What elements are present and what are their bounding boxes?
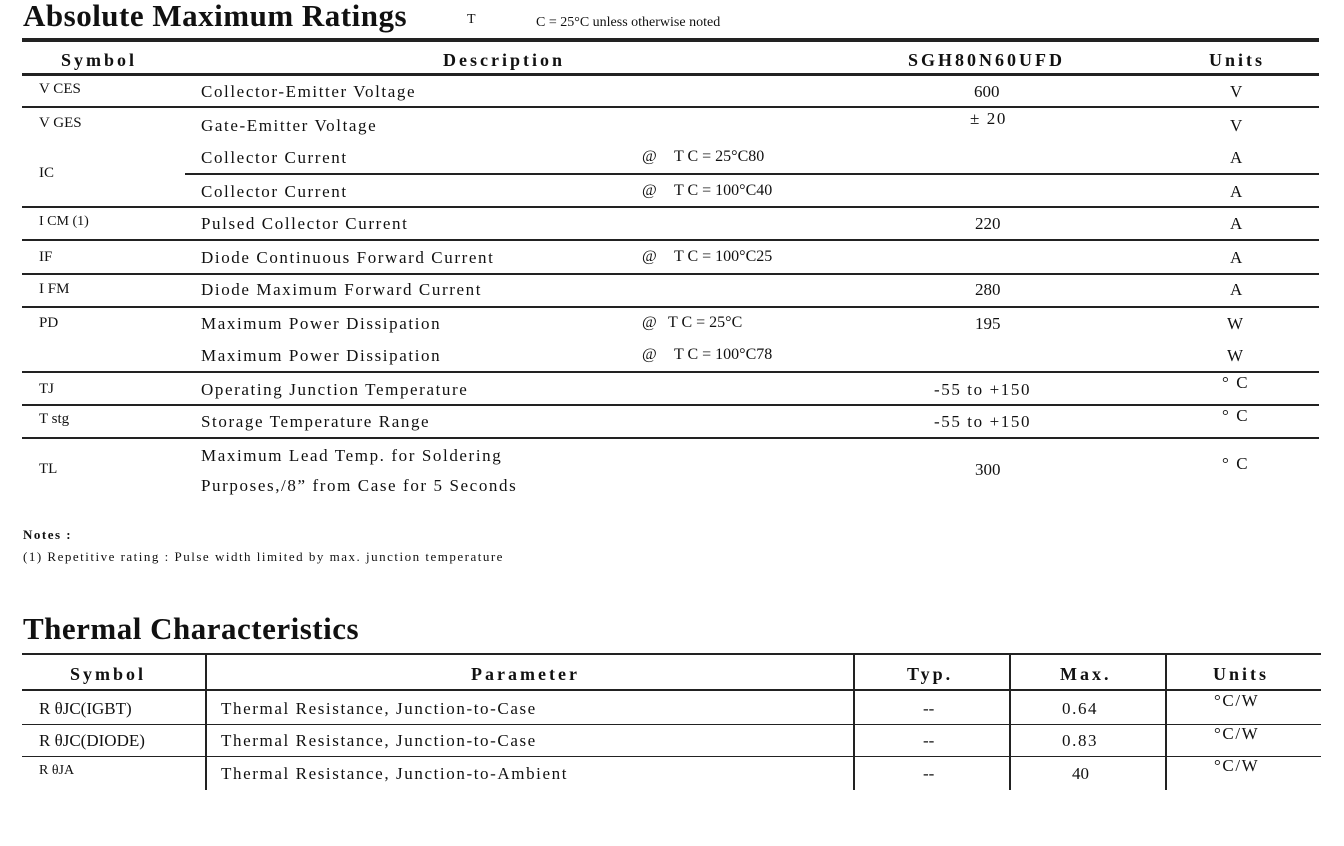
row-divider-sub (185, 173, 1319, 175)
unit-pd-100: W (1227, 346, 1244, 365)
row-divider (22, 206, 1319, 208)
unit-rthjc-igbt: °C/W (1214, 691, 1260, 710)
row-divider (22, 371, 1319, 373)
amr-header-symbol: Symbol (61, 50, 138, 70)
symbol-rthjc-diode: R θJC(DIODE) (39, 731, 145, 750)
cond-if: T C = 100°C25 (674, 248, 773, 265)
thermal-header-units: Units (1213, 664, 1270, 684)
amr-header-rule (22, 73, 1319, 76)
thermal-header-parameter: Parameter (471, 664, 580, 684)
cond-pd-100: T C = 100°C78 (674, 346, 773, 363)
at-sign: @ (642, 248, 657, 265)
value-tstg: -55 to +150 (934, 412, 1032, 431)
value-icm: 220 (975, 214, 1001, 233)
symbol-ic: IC (39, 165, 54, 181)
symbol-rthjc-igbt: R θJC(IGBT) (39, 699, 132, 718)
unit-rthjc-diode: °C/W (1214, 724, 1260, 743)
param-rthjc-igbt: Thermal Resistance, Junction-to-Case (221, 699, 537, 718)
row-divider (22, 306, 1319, 308)
symbol-pd: PD (39, 315, 59, 331)
column-divider (205, 655, 207, 790)
amr-title: Absolute Maximum Ratings (23, 0, 408, 33)
unit-tl: ° C (1222, 454, 1250, 473)
unit-rthja: °C/W (1214, 756, 1260, 775)
amr-condition-note: C = 25°C unless otherwise noted (536, 15, 721, 30)
value-ifm: 280 (975, 280, 1001, 299)
desc-collector-current-25: Collector Current (201, 148, 348, 167)
amr-top-rule (22, 38, 1319, 42)
unit-tstg: ° C (1222, 406, 1250, 425)
row-divider (22, 106, 1319, 108)
desc-collector-current-100: Collector Current (201, 182, 348, 201)
amr-header-units: Units (1209, 50, 1266, 70)
symbol-if: IF (39, 249, 53, 265)
notes-title: Notes : (23, 527, 73, 542)
desc-max-power-dissipation-25: Maximum Power Dissipation (201, 314, 442, 333)
unit-vces: V (1230, 82, 1243, 101)
symbol-rthja: R θJA (39, 763, 75, 778)
value-tl: 300 (975, 460, 1001, 479)
column-divider (853, 655, 855, 790)
column-divider (1165, 655, 1167, 790)
thermal-top-rule (22, 653, 1321, 655)
value-tj: -55 to +150 (934, 380, 1032, 399)
cond-ic-100: T C = 100°C40 (674, 182, 773, 199)
symbol-icm: I CM (1) (39, 214, 89, 229)
note-item: (1) Repetitive rating : Pulse width limited by max. junction temperature (23, 549, 504, 564)
symbol-ifm: I FM (39, 281, 70, 297)
desc-max-power-dissipation-100: Maximum Power Dissipation (201, 346, 442, 365)
typ-rthjc-diode: -- (923, 731, 935, 750)
desc-collector-emitter-voltage: Collector-Emitter Voltage (201, 82, 417, 101)
row-divider (22, 756, 1321, 757)
amr-header-description: Description (443, 50, 565, 70)
at-sign: @ (642, 346, 657, 363)
value-vges: ± 20 (970, 109, 1007, 128)
cond-pd-25: T C = 25°C (668, 314, 743, 331)
max-rthjc-diode: 0.83 (1062, 731, 1099, 750)
desc-diode-continuous-forward-current: Diode Continuous Forward Current (201, 248, 495, 267)
thermal-header-symbol: Symbol (70, 664, 147, 684)
row-divider (22, 724, 1321, 725)
thermal-header-max: Max. (1060, 664, 1112, 684)
row-divider (22, 273, 1319, 275)
param-rthja: Thermal Resistance, Junction-to-Ambient (221, 764, 569, 783)
at-sign: @ (642, 314, 657, 331)
unit-ifm: A (1230, 280, 1243, 299)
symbol-vges: V GES (39, 115, 82, 131)
desc-storage-temperature-range: Storage Temperature Range (201, 412, 431, 431)
desc-max-lead-temp-line2: Purposes,/8” from Case for 5 Seconds (201, 476, 518, 495)
max-rthjc-igbt: 0.64 (1062, 699, 1099, 718)
typ-rthjc-igbt: -- (923, 699, 935, 718)
amr-title-suffix: T (467, 12, 476, 27)
at-sign: @ (642, 148, 657, 165)
thermal-header-rule (22, 689, 1321, 691)
thermal-title: Thermal Characteristics (23, 611, 360, 646)
unit-vges: V (1230, 116, 1243, 135)
value-pd-25: 195 (975, 314, 1001, 333)
unit-ic-25: A (1230, 148, 1243, 167)
param-rthjc-diode: Thermal Resistance, Junction-to-Case (221, 731, 537, 750)
cond-ic-25: T C = 25°C80 (674, 148, 765, 165)
at-sign: @ (642, 182, 657, 199)
unit-icm: A (1230, 214, 1243, 233)
thermal-header-typ: Typ. (907, 664, 954, 684)
symbol-tl: TL (39, 461, 58, 477)
symbol-tstg: T stg (39, 411, 70, 427)
unit-ic-100: A (1230, 182, 1243, 201)
symbol-tj: TJ (39, 381, 54, 397)
typ-rthja: -- (923, 764, 935, 783)
value-vces: 600 (974, 82, 1000, 101)
unit-tj: ° C (1222, 373, 1250, 392)
row-divider (22, 437, 1319, 439)
unit-pd-25: W (1227, 314, 1244, 333)
desc-max-lead-temp: Maximum Lead Temp. for Soldering (201, 446, 503, 465)
amr-header-part: SGH80N60UFD (908, 50, 1066, 70)
unit-if: A (1230, 248, 1243, 267)
column-divider (1009, 655, 1011, 790)
desc-diode-maximum-forward-current: Diode Maximum Forward Current (201, 280, 483, 299)
max-rthja: 40 (1072, 764, 1089, 783)
desc-operating-junction-temperature: Operating Junction Temperature (201, 380, 469, 399)
row-divider (22, 239, 1319, 241)
desc-gate-emitter-voltage: Gate-Emitter Voltage (201, 116, 378, 135)
desc-pulsed-collector-current: Pulsed Collector Current (201, 214, 409, 233)
symbol-vces: V CES (39, 81, 81, 97)
row-divider (22, 404, 1319, 406)
